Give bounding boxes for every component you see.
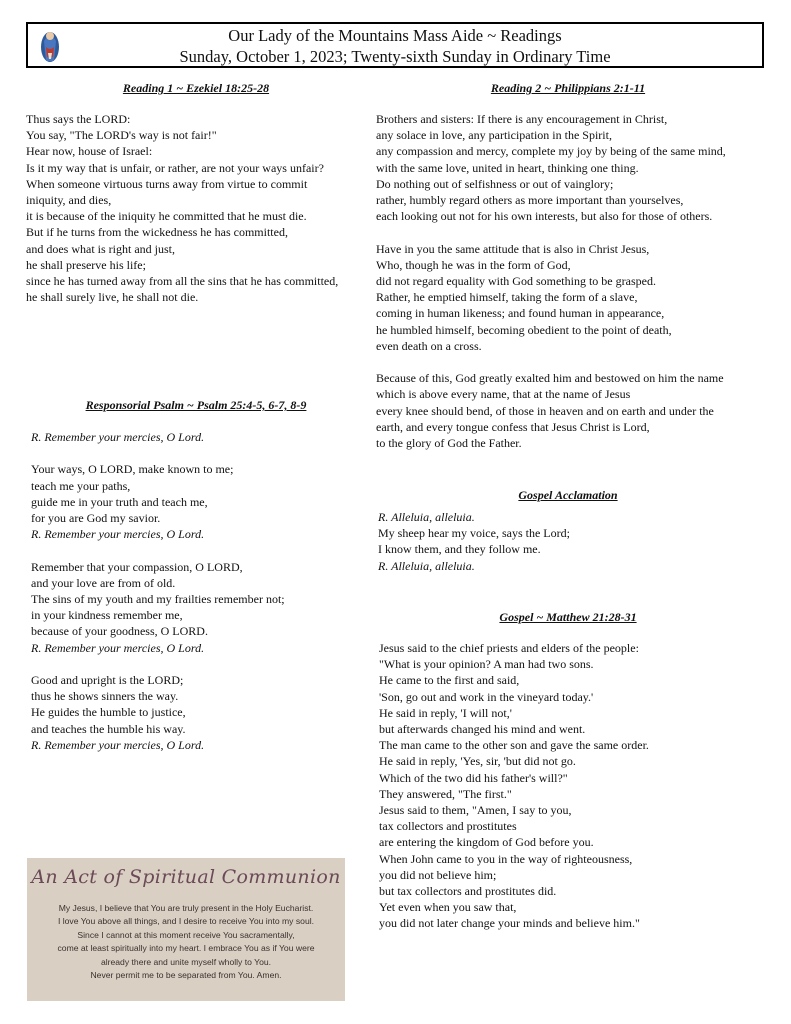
psalm-response: R. Remember your mercies, O Lord. (31, 430, 205, 444)
reading1-line: it is because of the iniquity he committed that he must die. (26, 209, 307, 224)
psalm-line: for you are God my savior. (31, 511, 161, 525)
reading2-line: even death on a cross. (376, 338, 482, 353)
reading1-line: Hear now, house of Israel: (26, 144, 153, 159)
card-body (33, 902, 339, 982)
gospel-line: but tax collectors and prostitutes did. (379, 884, 557, 899)
psalm-line: Good and upright is the LORD; (31, 673, 184, 687)
gospel-line: He said in reply, 'I will not,' (379, 705, 512, 720)
reading2-line: Brothers and sisters: If there is any encouragement in Christ, (376, 112, 668, 126)
reading2-line: Do nothing out of selfishness or out of vainglory; (376, 176, 614, 191)
psalm-line: and your love are from of old. (31, 575, 176, 590)
page-header (26, 22, 764, 68)
reading2-line: earth, and every tongue confess that Jesus Christ is Lord, (376, 419, 650, 434)
acclamation-response: R. Alleluia, alleluia. (378, 510, 475, 524)
gospel-line: Yet even when you saw that, (379, 900, 517, 915)
psalm-line: because of your goodness, O LORD. (31, 624, 208, 639)
reading2-line: he humbled himself, becoming obedient to the point of death, (376, 322, 672, 337)
gospel-line: "What is your opinion? A man had two sons. (379, 657, 594, 672)
gospel-line: but afterwards changed his mind and went. (379, 722, 586, 737)
card-line: come at least spiritually into my heart. I embrace You as if You were (57, 943, 315, 954)
reading2-line: which is above every name, that at the name of Jesus (376, 387, 631, 402)
psalm-text (31, 429, 285, 753)
reading1-line: But if he turns from the wickedness he has committed, (26, 225, 288, 240)
reading1-line: and does what is right and just, (26, 241, 175, 256)
reading2-line: did not regard equality with God something to be grasped. (376, 274, 656, 289)
reading2-line: every knee should bend, of those in heaven and on earth and under the (376, 403, 714, 418)
psalm-line: in your kindness remember me, (31, 608, 183, 623)
gospel-line: 'Son, go out and work in the vineyard today.' (379, 689, 594, 704)
psalm-response: R. Remember your mercies, O Lord. (31, 640, 205, 655)
psalm-response: R. Remember your mercies, O Lord. (31, 737, 205, 752)
psalm-line: The sins of my youth and my frailties remember not; (31, 592, 285, 606)
card-line: Since I cannot at this moment receive You sacramentally, (77, 929, 295, 940)
reading2-title: Reading 2 ~ Philippians 2:1-11 (490, 81, 646, 95)
psalm-line: Remember that your compassion, O LORD, (31, 559, 243, 574)
gospel-line: are entering the kingdom of God before you. (379, 835, 594, 850)
reading1-text (26, 111, 338, 305)
reading2-line: Have in you the same attitude that is also in Christ Jesus, (376, 241, 650, 256)
acclamation-line: My sheep hear my voice, says the Lord; (378, 526, 570, 541)
reading2-line: any solace in love, any participation in the Spirit, (376, 128, 612, 143)
reading1-line: Is it my way that is unfair, or rather, are not your ways unfair? (26, 160, 324, 175)
card-line: My Jesus, I believe that You are truly present in the Holy Eucharist. (58, 903, 314, 913)
reading2-line: rather, humbly regard others as more important than yourselves, (376, 193, 684, 208)
gospel-title: Gospel ~ Matthew 21:28-31 (499, 610, 637, 624)
psalm-title: Responsorial Psalm ~ Psalm 25:4-5, 6-7, 8-9 (85, 398, 307, 412)
reading1-line: iniquity, and dies, (26, 193, 112, 208)
card-title: An Act of Spiritual Communion (31, 866, 341, 888)
reading2-text (376, 111, 726, 451)
card-line: I love You above all things, and I desire to receive You into my soul. (57, 916, 315, 927)
reading2-line: to the glory of God the Father. (376, 436, 522, 451)
reading2-line: with the same love, united in heart, thinking one thing. (376, 160, 639, 175)
gospel-line: you did not later change your minds and believe him." (379, 916, 640, 931)
gospel-line: The man came to the other son and gave the same order. (379, 738, 649, 753)
gospel-line: Jesus said to them, "Amen, I say to you, (379, 803, 572, 818)
gospel-line: When John came to you in the way of righteousness, (379, 851, 633, 866)
gospel-line: He came to the first and said, (379, 673, 520, 688)
psalm-line: Your ways, O LORD, make known to me; (31, 462, 234, 477)
reading1-line: since he has turned away from all the sins that he has committed, (26, 274, 339, 289)
reading2-line: Who, though he was in the form of God, (376, 257, 571, 272)
gospel-line: tax collectors and prostitutes (379, 819, 517, 834)
header-title: Our Lady of the Mountains Mass Aide ~ Readings (228, 26, 562, 45)
psalm-line: teach me your paths, (31, 478, 131, 493)
reading1-line: When someone virtuous turns away from virtue to commit (26, 176, 308, 191)
reading1-line: You say, "The LORD's way is not fair!" (26, 128, 217, 143)
reading2-line: Because of this, God greatly exalted him and bestowed on him the name (376, 371, 724, 386)
psalm-response: R. Remember your mercies, O Lord. (31, 527, 205, 542)
header-date: Sunday, October 1, 2023; Twenty-sixth Sunday in Ordinary Time (179, 47, 611, 66)
reading2-line: any compassion and mercy, complete my joy by being of the same mind, (376, 144, 726, 159)
reading2-line: coming in human likeness; and found human in appearance, (376, 306, 665, 321)
reading1-line: he shall preserve his life; (26, 257, 146, 272)
acclamation-text (378, 509, 570, 574)
gospel-text (379, 640, 649, 932)
acclamation-line: I know them, and they follow me. (378, 542, 541, 557)
gospel-line: you did not believe him; (379, 867, 497, 882)
psalm-line: guide me in your truth and teach me, (31, 494, 208, 509)
acclamation-title: Gospel Acclamation (518, 488, 618, 502)
gospel-line: Which of the two did his father's will?" (379, 770, 568, 785)
reading1-title: Reading 1 ~ Ezekiel 18:25-28 (122, 81, 270, 95)
reading2-line: Rather, he emptied himself, taking the form of a slave, (376, 290, 638, 305)
psalm-line: He guides the humble to justice, (31, 705, 186, 720)
spiritual-communion-card (27, 858, 345, 1001)
reading1-line: he shall surely live, he shall not die. (26, 290, 199, 305)
acclamation-response: R. Alleluia, alleluia. (378, 558, 475, 573)
psalm-line: and teaches the humble his way. (31, 721, 186, 736)
psalm-line: thus he shows sinners the way. (31, 689, 179, 704)
gospel-line: Jesus said to the chief priests and elders of the people: (379, 641, 639, 655)
card-line: already there and unite myself wholly to You. (100, 956, 272, 967)
gospel-line: He said in reply, 'Yes, sir, 'but did not go. (379, 754, 576, 769)
reading1-line: Thus says the LORD: (26, 112, 131, 126)
card-line: Never permit me to be separated from You. Amen. (90, 970, 282, 981)
gospel-line: They answered, "The first." (379, 786, 512, 801)
reading2-line: each looking out not for his own interests, but also for those of others. (376, 209, 713, 224)
